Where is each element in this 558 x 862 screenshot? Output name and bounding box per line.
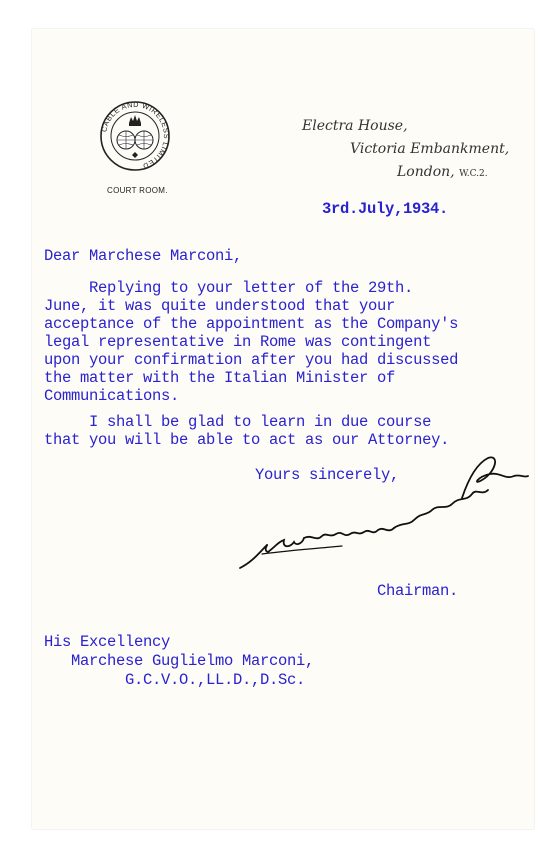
address-postcode: W.C.2. xyxy=(459,169,488,179)
company-seal-logo xyxy=(99,100,171,172)
paragraph-2 xyxy=(44,413,449,449)
paragraph-1-line: upon your confirmation after you had discussed xyxy=(44,351,459,369)
paragraph-1-line: legal representative in Rome was contingent xyxy=(44,333,432,351)
signer-title: Chairman. xyxy=(377,582,459,600)
paragraph-1-line: the matter with the Italian Minister of xyxy=(44,369,396,387)
closing: Yours sincerely, xyxy=(255,466,400,484)
handwritten-signature xyxy=(232,450,532,580)
recipient-line: G.C.V.O.,LL.D.,D.Sc. xyxy=(44,671,306,689)
recipient-line: Marchese Guglielmo Marconi, xyxy=(44,652,315,670)
paragraph-1 xyxy=(44,279,458,405)
address-line-1: Electra House, xyxy=(302,118,408,134)
address-city: London, xyxy=(397,164,455,180)
paragraph-2-line: I shall be glad to learn in due course xyxy=(44,413,432,431)
paragraph-1-line: Replying to your letter of the 29th. xyxy=(44,279,414,297)
paragraph-2-line: that you will be able to act as our Attorney. xyxy=(44,431,450,449)
court-room-label: COURT ROOM. xyxy=(107,186,168,195)
recipient-block xyxy=(44,633,314,690)
paragraph-1-line: acceptance of the appointment as the Company's xyxy=(44,315,459,333)
address-line-2: Victoria Embankment, xyxy=(350,141,510,157)
letter-date: 3rd.July,1934. xyxy=(322,200,449,218)
paragraph-1-line: June, it was quite understood that your xyxy=(44,297,396,315)
svg-text:CABLE AND WIRELESS LIMITED: CABLE AND WIRELESS LIMITED xyxy=(99,100,171,171)
paragraph-1-line: Communications. xyxy=(44,387,180,405)
recipient-line: His Excellency xyxy=(44,633,171,651)
salutation: Dear Marchese Marconi, xyxy=(44,247,243,265)
address-line-3 xyxy=(397,164,488,180)
